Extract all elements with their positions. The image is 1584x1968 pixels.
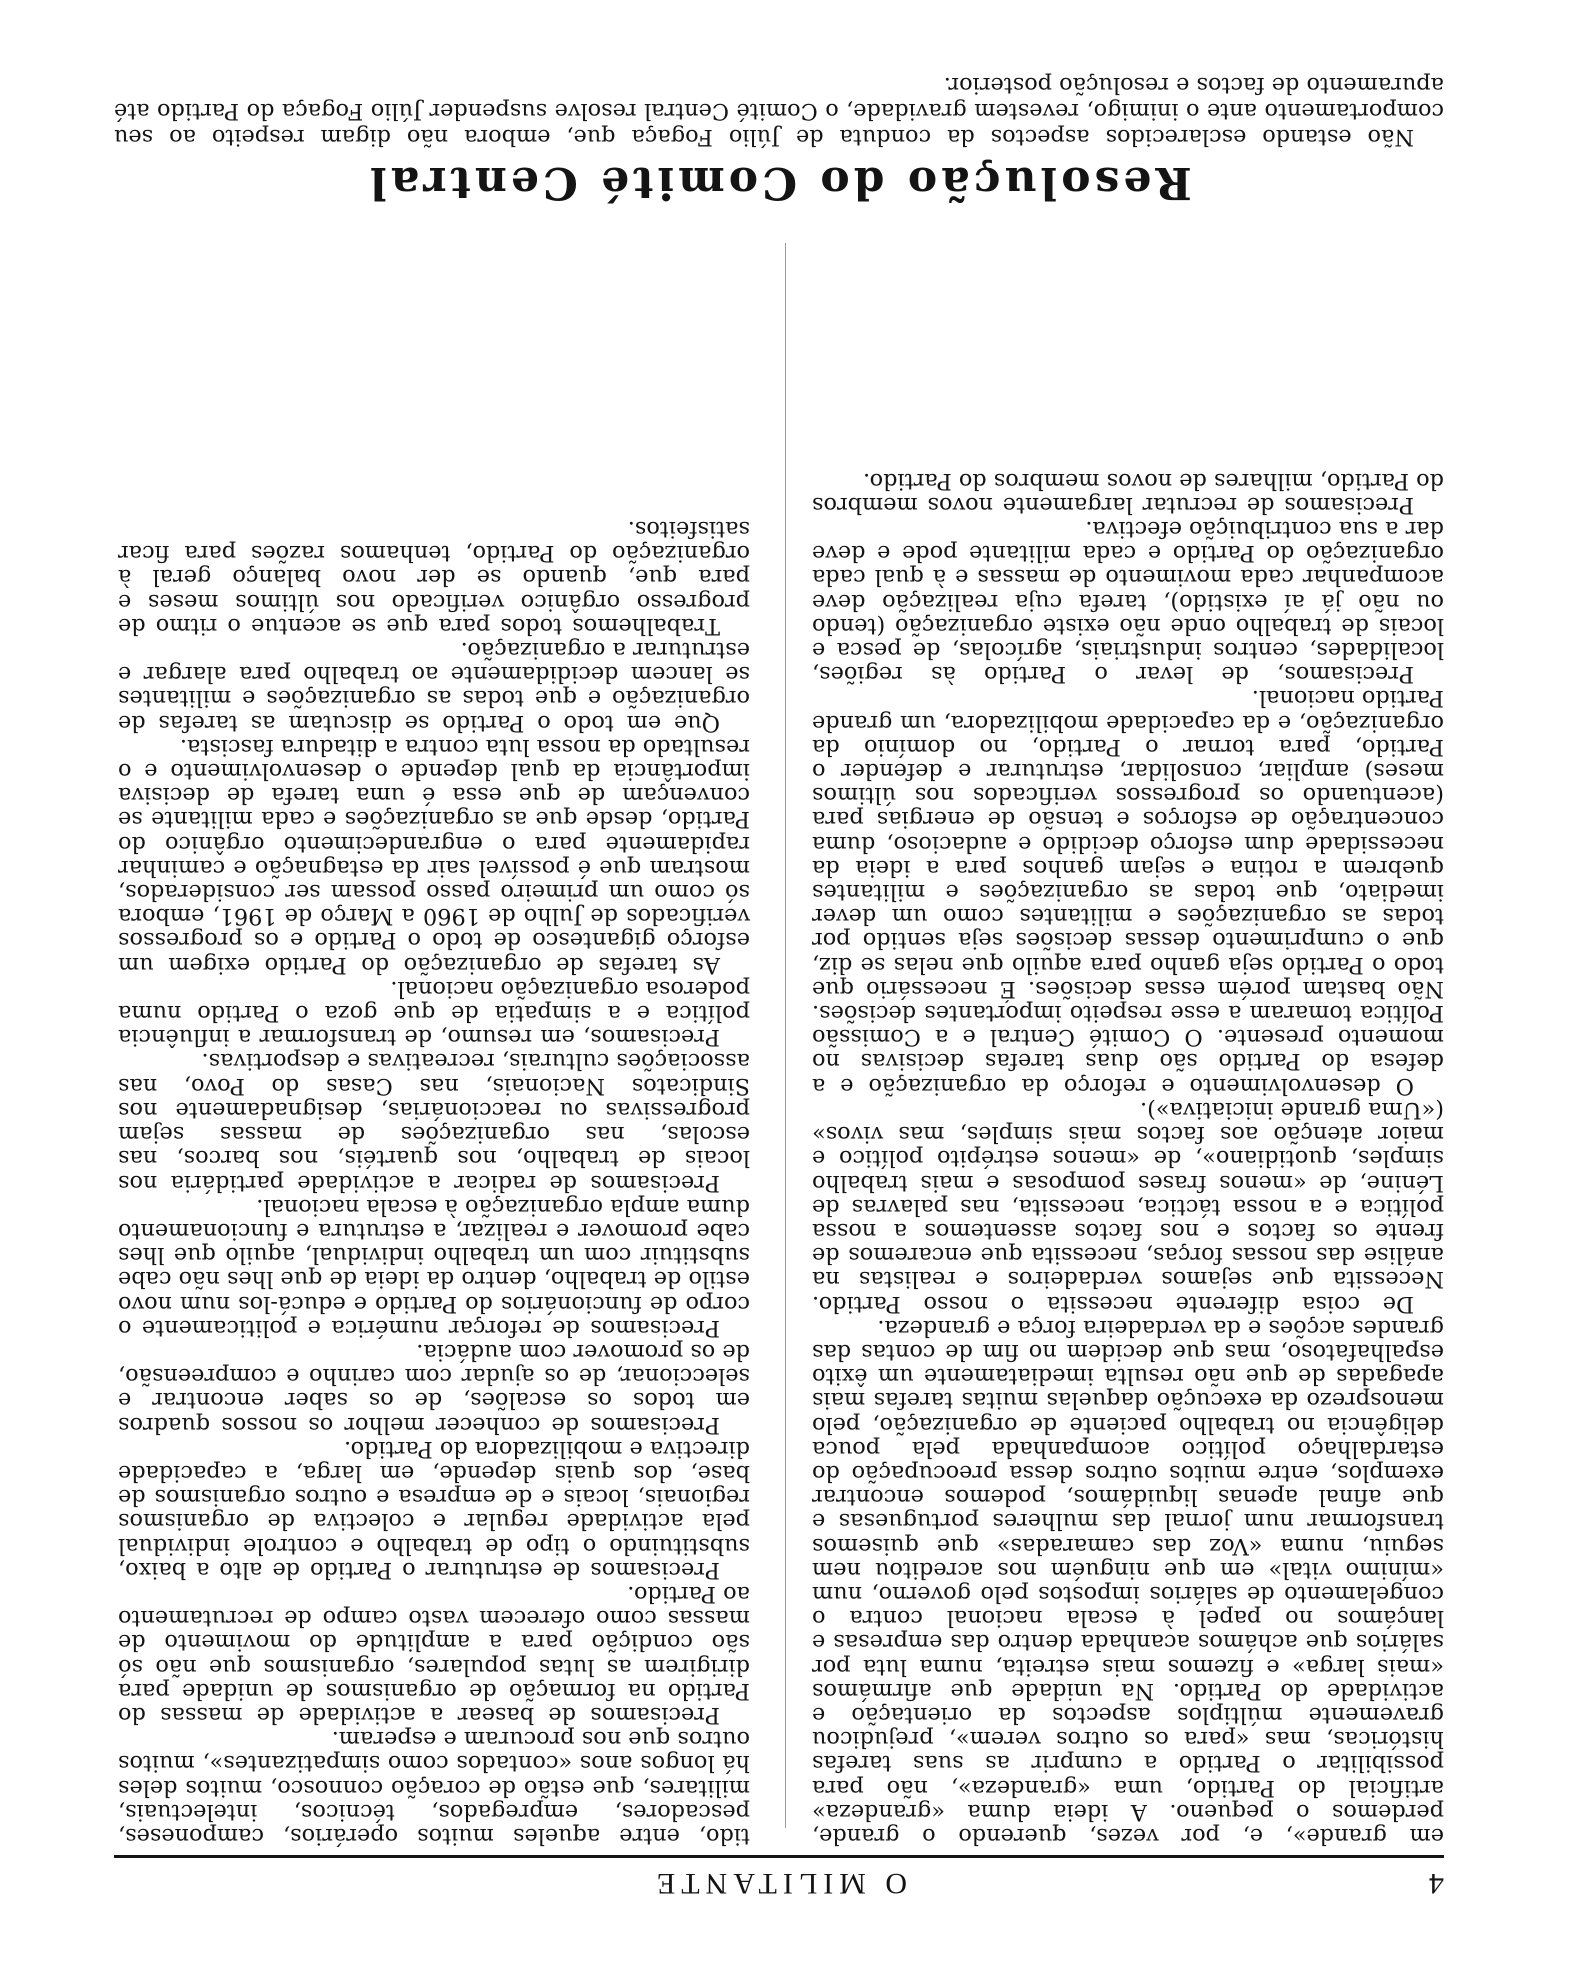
right-column (118, 208, 750, 1848)
paragraph: Precisamos de estruturar o Partido de alto a baixo, substituindo o tipo de trabalho e controle individual pela actividade regular e colectiva de organismos regionais, locais e de empresa e outros organismos de base, dos quais depende, em larga, a capacidade directiva e mobilizadora do Partido. (118, 1435, 750, 1583)
paragraph: Precisamos de reforçar numérica e politicamente o corpo de funcionários do Partido e educá-los num novo estilo de trabalho, dentro da ideia de que lhes não cabe substituir com um trabalho individual, aquilo que lhes cabe promover e realizar, a estrutura e funcionamento duma ampla organização à escala nacional. (118, 1193, 750, 1341)
paragraph: Trabalhemos todos para que se acentue o ritmo de progresso orgânico verificado nos últimos meses e para que, quando se der novo balanço geral à organização do Partido, tenhamos razões para ficar satisfeitos. (118, 516, 750, 639)
paragraph: As tarefas de organização do Partido exigem um esforço gigantesco de todo o Partido e os progressos verificados de Julho de 1960 a Março de 1961, embora só como um primeiro passo possam ser considerados, mostram que é possível sair da estagnação e caminhar rapidamente para o engrandecimento orgânico do Partido, desde que as organizações e cada militante se convençam de que essa é uma tarefa de decisiva importância da qual depende o desenvolvimento e o resultado da nossa luta contra a ditadura fascista. (118, 733, 750, 978)
paragraph: Precisamos, de levar o Partido às regiões, localidades, centros industriais, agrícolas, de pesca e locais de trabalho onde não existe organização (tendo ou não já aí existido), tarefa cuja realização deve acompanhar cada movimento de massas e à qual cada organização do Partido e cada militante pode e deve dar a sua contribuição efectiva. (812, 516, 1444, 688)
paragraph: Precisamos de basear a actividade de massas do Partido na formação de organismos de unidade para dirigirem as lutas populares, organismos que não só são condição para a amplitude do movimento de massas como oferecem vasto campo de recrutamento ao Partido. (118, 1580, 750, 1728)
paragraph: Precisamos de radicar a actividade partidária nos locais de trabalho, nos quartéis, nos barcos, nas escolas, nas organizações de massas sejam progressivas ou reaccionárias, designadamente nos Sindicatos Nacionais, nas Casas do Povo, nas associações culturais, recreativas e desportivas. (118, 1048, 750, 1196)
paragraph: Precisamos, em resumo, de transformar a influência política e a simpatia de que goza o Partido numa poderosa organização nacional. (118, 975, 750, 1051)
paragraph: O desenvolvimento e reforço da organização e a defesa do Partido são duas tarefas decisivas no momento presente. O Comité Central e a Comissão Política tomaram a esse respeito importantes decisões. Não bastam porém essas decisões. É necessário que todo o Partido seja ganho para aquilo que nelas se diz, que o cumprimento dessas decisões seja sentido por todas as organizações e militantes como um dever imediato, que todas as organizações e militantes quebrem a rotina e sejam ganhos para a ideia da necessidade dum esforço decidido e audacioso, duma concentração de esforços e tensão de energias para (acentuando os progressos verificados nos últimos meses) ampliar, consolidar, estruturar e defender o Partido, para tornar o Partido, no domínio da organização, e da capacidade mobilizadora, um grande Partido nacional. (812, 685, 1444, 1099)
resolution-title: Resolução do Comité Central (366, 157, 1192, 208)
paragraph: tido, entre aqueles muitos operários, camponeses, pescadores, empregados, técnicos, intelectuais, militares, que estão de coração connosco, muitos deles há longos anos «contados como simpatizantes», muitos outros que nos procuram e esperam. (118, 1726, 750, 1849)
paragraph: De coisa diferente necessita o nosso Partido. Necessita que sejamos verdadeiros e realistas na análise das nossas forças, necessita que encaremos de frente os factos e nos factos assentemos a nossa política e a nossa táctica, necessita, nas palavras de Lénine, de «menos frases pomposas e mais trabalho simples, quotidiano», de «menos estrépito político e maior atenção aos factos mais simples, mas vivos» («Uma grande iniciativa»). (812, 1096, 1444, 1317)
left-column (812, 208, 1444, 1848)
paragraph: Precisamos de recrutar largamente novos membros do Partido, milhares de novos membros do Partido. (812, 467, 1444, 518)
resolution-paragraph: Não estando esclarecidos aspectos da conduta de Júlio Fogaça que, embora não digam respeito ao seu comportamento ante o inimigo, revestem gravidade, o Comité Central resolve suspender Júlio Fogaça do Partido até apuramento de factos e resolução posterior. (114, 72, 1444, 150)
header-rule (114, 1855, 1444, 1858)
paragraph: em grande», e, por vezes, querendo o grande, perdemos o pequeno. A ideia duma «grandeza» artificial do Partido, uma «grandeza», não para possibilitar o Partido a cumprir as suas tarefas históricas, mas «para os outros verem», prejudicou gravemente múltiplos aspectos da orientação e actividade do Partido. Na unidade que afirmámos «mais larga» e fizemos mais estreita, numa luta por salários que achámos acanhada dentro das empresas e lançámos no papel à escala nacional contra o congelamento de salários impostos pelo governo, num «mínimo vital» em que ninguém nos acreditou nem seguiu, numa «Voz das camaradas» que quisemos transformar num jornal das mulheres portuguesas e que afinal apenas liquidámos, podemos encontrar exemplos, entre muitos outros dessa preocupação do estardalhaço político acompanhada pela pouca deligência no trabalho paciente de organização, pelo menosprezo da execução daquelas muitas tarefas mais apagadas de que não resulta imediatamente um êxito espalhafatoso, mas que decidem no fim de contas das grandes acções e da verdadeira força e grandeza. (812, 1314, 1444, 1849)
resolution-body (114, 72, 1444, 150)
masthead: O MILITANTE (650, 1867, 908, 1900)
paragraph: Precisamos de conhecer melhor os nossos quadros em todos os escalões, de os saber encontrar e seleccionar, de os ajudar com carinho e compreensão, de os promover com audácia. (118, 1338, 750, 1438)
page-number: 4 (1427, 1867, 1444, 1900)
page-header (114, 1866, 1444, 1900)
paragraph: Que em todo o Partido se discutam as tarefas de organização e que todas as organizações e militantes se lancem decididamente ao trabalho para alargar e estruturar a organização. (118, 637, 750, 736)
column-divider (785, 243, 786, 1828)
